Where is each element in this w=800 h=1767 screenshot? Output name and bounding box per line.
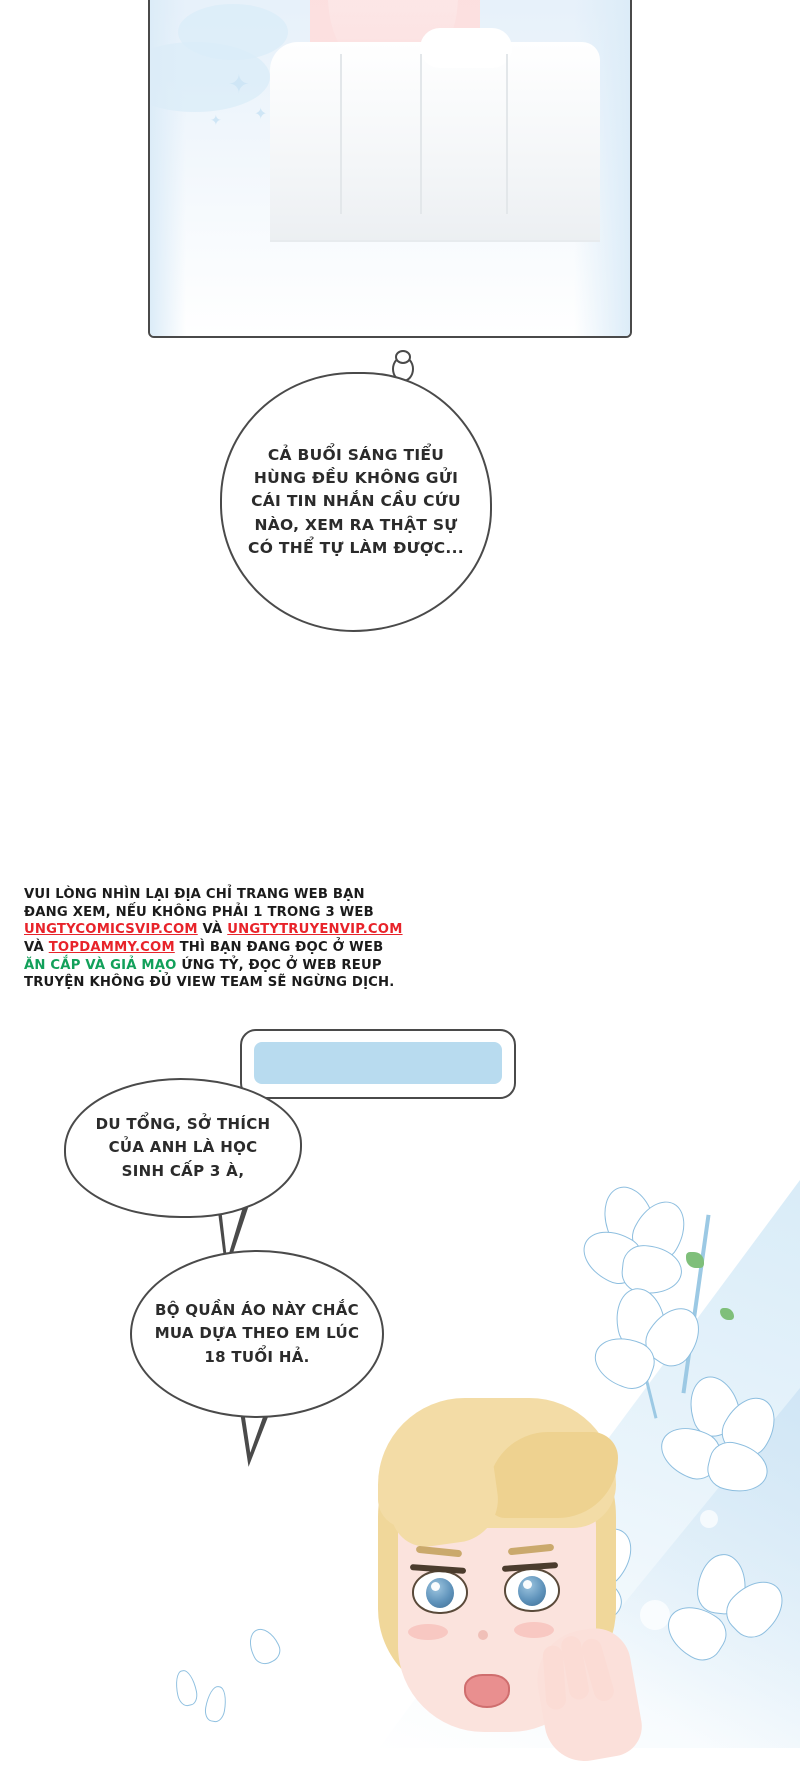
flower-petal bbox=[244, 1624, 285, 1669]
flower bbox=[672, 1552, 792, 1672]
dialogue-bubble-1-text: DU TỔNG, SỞ THÍCH CỦA ANH LÀ HỌC SINH CẤP 3 À, bbox=[95, 1115, 271, 1180]
flower bbox=[580, 1186, 690, 1296]
dialogue-bubble-2-text: BỘ QUẦN ÁO NÀY CHẮC MUA DỰA THEO EM LÚC 18 TUỔI HẢ. bbox=[154, 1301, 360, 1366]
character-face bbox=[372, 1398, 622, 1748]
thought-bubble-tail-small bbox=[395, 350, 411, 364]
dialogue-bubble-2 bbox=[130, 1250, 384, 1418]
piracy-notice bbox=[24, 886, 444, 992]
notice-line-3 bbox=[24, 921, 444, 939]
notice-line-5 bbox=[24, 957, 444, 975]
flower-bud bbox=[203, 1685, 229, 1724]
blue-highlight-bubble bbox=[240, 1029, 516, 1099]
figure-towel bbox=[270, 42, 600, 242]
blush-right bbox=[514, 1622, 554, 1638]
notice-line-5-rest: ỨNG TỶ, ĐỌC Ở WEB REUP bbox=[176, 957, 382, 973]
eye-left bbox=[412, 1570, 468, 1614]
comic-panel-top bbox=[148, 0, 632, 338]
notice-site-2: UNGTYTRUYENVIP.COM bbox=[227, 922, 403, 938]
notice-line-2: ĐANG XEM, NẾU KHÔNG PHẢI 1 TRONG 3 WEB bbox=[24, 904, 374, 920]
notice-site-3: TOPDAMMY.COM bbox=[48, 940, 175, 956]
nose bbox=[478, 1630, 488, 1640]
notice-line-4 bbox=[24, 939, 444, 957]
thought-bubble bbox=[220, 372, 492, 632]
notice-line-4-rest: THÌ BẠN ĐANG ĐỌC Ở WEB bbox=[174, 940, 384, 956]
notice-conj-2: VÀ bbox=[24, 940, 49, 956]
notice-line-1: VUI LÒNG NHÌN LẠI ĐỊA CHỈ TRANG WEB BẠN bbox=[24, 887, 365, 902]
blue-highlight-fill bbox=[254, 1042, 502, 1084]
eye-right bbox=[504, 1568, 560, 1612]
notice-warning-green: ĂN CẮP VÀ GIẢ MẠO bbox=[24, 957, 177, 973]
notice-line-6: TRUYỆN KHÔNG ĐỦ VIEW TEAM SẼ NGỪNG DỊCH. bbox=[24, 975, 395, 991]
flower bbox=[660, 1376, 790, 1506]
thought-bubble-text: CẢ BUỔI SÁNG TIỂU HÙNG ĐỀU KHÔNG GỬI CÁI TIN NHẮN CẦU CỨU NÀO, XEM RA THẬT SỰ CÓ THỂ TỰ LÀM ĐƯỢC... bbox=[248, 445, 464, 557]
dialogue-bubble-1 bbox=[64, 1078, 302, 1218]
notice-conj-1: VÀ bbox=[197, 922, 228, 938]
flower-bud bbox=[172, 1668, 199, 1707]
panel-left-shading bbox=[150, 0, 186, 336]
mouth bbox=[464, 1674, 510, 1708]
blush-left bbox=[408, 1624, 448, 1640]
cloud-backdrop: ✦ ✦ ✦ bbox=[150, 0, 630, 336]
notice-site-1: UNGTYCOMICSVIP.COM bbox=[24, 922, 198, 938]
